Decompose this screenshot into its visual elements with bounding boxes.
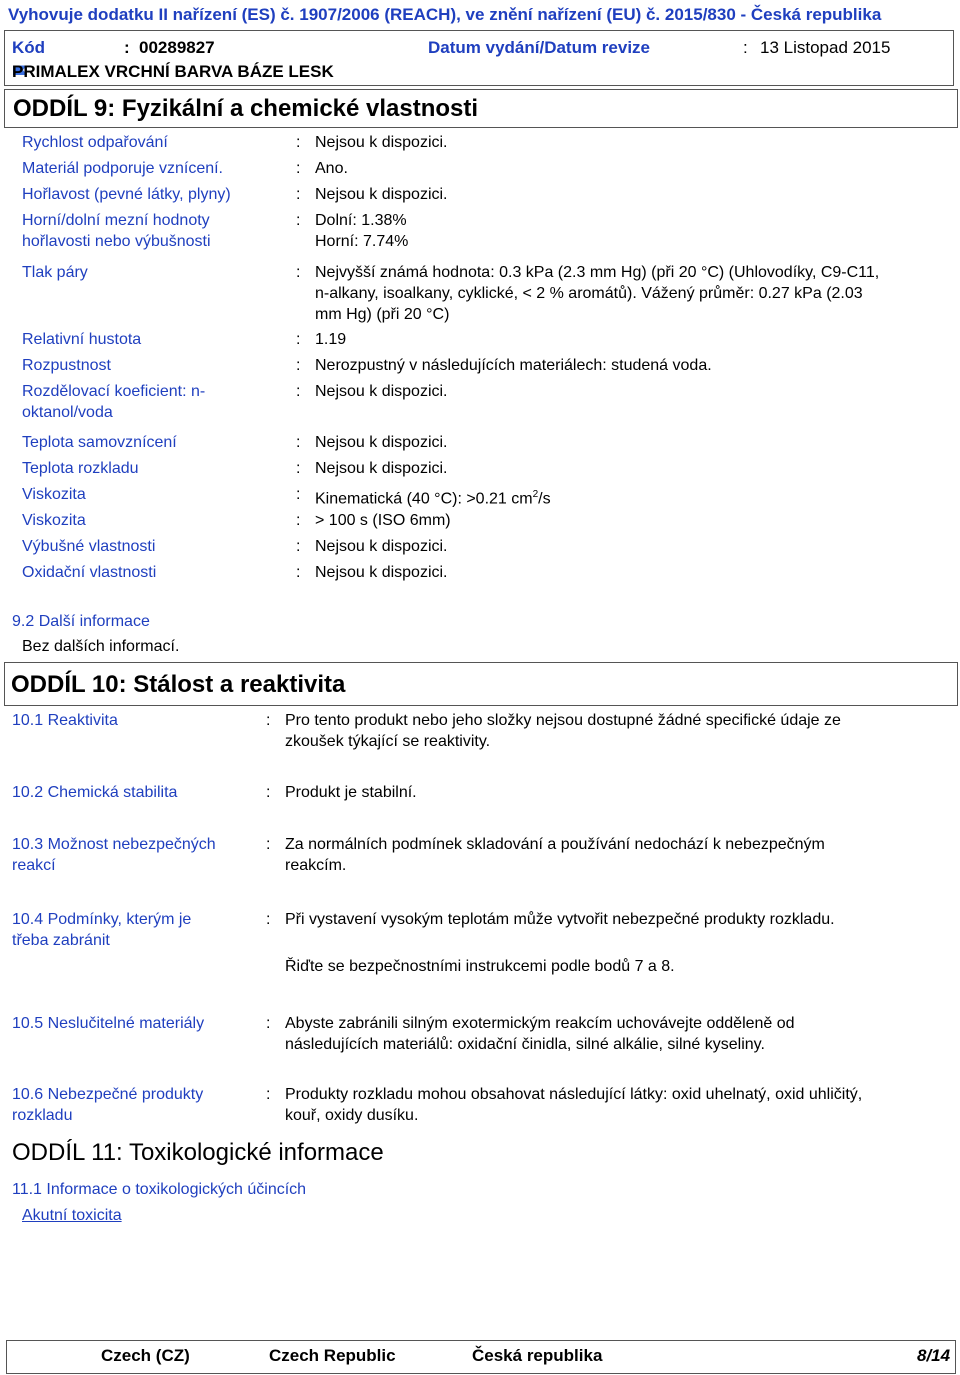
property-value-line3: mm Hg) (při 20 °C) [315,306,450,323]
reactivity-label-line2: třeba zabránit [12,932,110,949]
reactivity-colon: : [266,836,271,853]
section-10-title-box [4,662,958,706]
property-label: Rychlost odpařování [22,134,168,151]
property-value: Nejsou k dispozici. [315,538,448,555]
property-value: Nejvyšší známá hodnota: 0.3 kPa (2.3 mm Hg) (při 20 °C) (Uhlovodíky, C9-C11, [315,264,880,281]
property-colon: : [296,134,301,151]
property-value: Nejsou k dispozici. [315,134,448,151]
section-11-1-title: 11.1 Informace o toxikologických účincích [12,1181,307,1198]
reactivity-label: 10.3 Možnost nebezpečných [12,836,216,853]
property-label: Materiál podporuje vznícení. [22,160,223,177]
property-label-line2: oktanol/voda [22,404,113,421]
property-label: Teplota samovznícení [22,434,177,451]
property-label: Teplota rozkladu [22,460,139,477]
property-value-tail: /s [538,490,551,508]
reactivity-colon: : [266,1086,271,1103]
property-value: Nejsou k dispozici. [315,460,448,477]
reactivity-value-line2: Řiďte se bezpečnostními instrukcemi podle bodů 7 a 8. [285,958,675,975]
acute-toxicity-link[interactable]: Akutní toxicita [22,1207,122,1224]
property-colon: : [296,564,301,581]
reactivity-value: Za normálních podmínek skladování a používání nedochází k nebezpečným [285,836,825,853]
property-label: Horní/dolní mezní hodnoty [22,212,210,229]
property-label: Výbušné vlastnosti [22,538,156,555]
reactivity-value-line2: zkoušek týkající se reaktivity. [285,733,491,750]
property-value-line2: Horní: 7.74% [315,233,409,250]
property-colon: : [296,186,301,203]
property-colon: : [296,460,301,477]
property-label-line2: hořlavosti nebo výbušnosti [22,233,211,250]
document-regulation-title: Vyhovuje dodatku II nařízení (ES) č. 1907/2006 (REACH), ve znění nařízení (EU) č. 2015/830 - Česká republika [8,5,882,24]
property-label: Rozdělovací koeficient: n- [22,383,206,400]
property-label: Oxidační vlastnosti [22,564,157,581]
property-value: Nejsou k dispozici. [315,434,448,451]
reactivity-label-line2: reakcí [12,857,56,874]
reactivity-value-line2: následujících materiálů: oxidační činidla, silné alkálie, silné kyseliny. [285,1036,765,1053]
date-value: 13 Listopad 2015 [760,38,891,57]
code-value: 00289827 [139,38,215,57]
section-9-title: ODDÍL 9: Fyzikální a chemické vlastnosti [13,95,479,122]
date-colon: : [743,38,748,57]
property-colon: : [296,512,301,529]
reactivity-value-line2: kouř, oxidy dusíku. [285,1107,419,1124]
property-colon: : [296,160,301,177]
reactivity-value: Produkty rozkladu mohou obsahovat následující látky: oxid uhelnatý, oxid uhličitý, [285,1086,863,1103]
property-value: Nerozpustný v následujících materiálech: studená voda. [315,357,712,374]
section-11-title: ODDÍL 11: Toxikologické informace [12,1139,384,1166]
property-value: Nejsou k dispozici. [315,383,448,400]
reactivity-label: 10.5 Neslučitelné materiály [12,1015,205,1032]
reactivity-value-line2: reakcím. [285,857,347,874]
property-value: 1.19 [315,331,347,348]
date-label: Datum vydání/Datum revize [428,38,651,57]
property-value-sup: 2 [532,489,539,500]
property-value: Dolní: 1.38% [315,212,407,229]
section-9-2-title: 9.2 Další informace [12,613,150,630]
property-colon: : [296,264,301,281]
property-label: Viskozita [22,486,86,503]
property-colon: : [296,538,301,555]
section-10-title: ODDÍL 10: Stálost a reaktivita [11,671,346,698]
reactivity-label: 10.6 Nebezpečné produkty [12,1086,204,1103]
property-value: Nejsou k dispozici. [315,564,448,581]
section-9-title-box [4,89,958,128]
reactivity-value: Při vystavení vysokým teplotám může vytvořit nebezpečné produkty rozkladu. [285,911,835,928]
property-label: Relativní hustota [22,331,142,348]
property-value-line2: n-alkany, isoalkany, cyklické, < 2 % aromátů). Vážený průměr: 0.27 kPa (2.03 [315,285,863,302]
reactivity-value: Produkt je stabilní. [285,784,417,801]
reactivity-label: 10.4 Podmínky, kterým je [12,911,192,928]
property-label: Viskozita [22,512,86,529]
footer-page-number: 8/14 [917,1346,951,1365]
section-9-2-text: Bez dalších informací. [22,638,180,655]
reactivity-colon: : [266,784,271,801]
reactivity-value: Pro tento produkt nebo jeho složky nejsou dostupné žádné specifické údaje ze [285,712,841,729]
property-value-text: Kinematická (40 °C): >0.21 cm [315,490,533,508]
reactivity-label: 10.1 Reaktivita [12,712,118,729]
property-label: Tlak páry [22,264,88,281]
footer-country-local: Česká republika [472,1346,603,1365]
property-label: Rozpustnost [22,357,111,374]
property-colon: : [296,212,301,229]
code-label: Kód [12,38,46,57]
reactivity-colon: : [266,1015,271,1032]
reactivity-colon: : [266,712,271,729]
reactivity-value: Abyste zabránili silným exotermickým reakcím uchovávejte odděleně od [285,1015,795,1032]
property-colon: : [296,357,301,374]
property-colon: : [296,383,301,400]
code-colon: : [124,38,130,57]
product-name: PRIMALEX VRCHNÍ BARVA BÁZE LESK [12,62,334,81]
property-label: Hořlavost (pevné látky, plyny) [22,186,231,203]
property-value: Nejsou k dispozici. [315,186,448,203]
property-colon: : [296,434,301,451]
property-colon: : [296,486,301,503]
reactivity-label-line2: rozkladu [12,1107,73,1124]
property-value: > 100 s (ISO 6mm) [315,512,451,529]
reactivity-label: 10.2 Chemická stabilita [12,784,178,801]
footer-country: Czech Republic [269,1346,396,1365]
property-colon: : [296,331,301,348]
property-value: Ano. [315,160,348,177]
property-value [315,484,551,509]
reactivity-colon: : [266,911,271,928]
footer-language: Czech (CZ) [101,1346,190,1365]
